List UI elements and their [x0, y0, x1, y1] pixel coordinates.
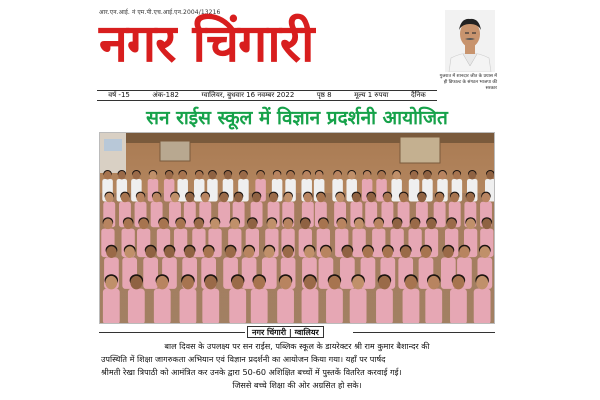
issue-date: ग्वालियर, बुधवार 16 नवम्बर 2022 [201, 91, 295, 99]
person-figure [143, 245, 158, 289]
body-line: उपस्थिति में शिक्षा जागरुकता अभियान एवं विज्ञान प्रदर्शनी का आयोजन किया गया। यहाँ पर पार्षद [101, 354, 386, 364]
person-figure [376, 274, 393, 324]
article-body [101, 340, 493, 392]
issue-number: अंक-182 [152, 91, 179, 99]
person-figure [180, 274, 197, 324]
divider-rule-left [99, 332, 245, 333]
body-line: श्रीमती रेखा त्रिपाठी को आमंत्रित कर उनके द्वारा 50-60 अशिक्षित बच्चों में पुस्तकें वितरित करवाई गई। [101, 367, 402, 377]
person-figure [302, 274, 319, 324]
person-figure [128, 274, 145, 324]
dateline-city: ग्वालियर [294, 328, 319, 337]
registration-number: आर.एन.आई. नं एम.पी.एच.आई.एन.2004/13216 [99, 9, 221, 16]
body-line: बाल दिवस के उपलक्ष्य पर सन राईस, पब्लिक स्कूल के डायरेक्टर श्री राम कुमार बैशान्दर की [164, 341, 430, 351]
article-headline: सन राईस स्कूल में विज्ञान प्रदर्शनी आयोजित [146, 107, 448, 129]
dateline-row [99, 326, 495, 338]
masthead-title: नगर चिंगारी [99, 14, 314, 74]
divider-rule-right [353, 332, 495, 333]
person-figure [277, 274, 294, 324]
person-figure [425, 274, 442, 324]
person-figure [326, 274, 343, 324]
portrait-caption: गुजरात में शानदार जीत के प्रयास में ही डिफाल्ट के संगठन भाजपा की सरकार [439, 74, 497, 91]
body-line: जिससे बच्चे शिक्षा की ओर अग्रसित हो सके। [232, 380, 362, 390]
politician-portrait [445, 10, 495, 72]
page-count: पृष्ठ 8 [316, 91, 332, 99]
person-figure [403, 274, 420, 324]
person-figure [350, 274, 367, 324]
person-figure [474, 274, 491, 324]
group-photo [99, 132, 495, 324]
person-figure [202, 274, 219, 324]
newspaper-clipping [97, 4, 497, 396]
person-figure [450, 274, 467, 324]
price: मूल्य 1 रुपया [354, 91, 389, 99]
person-figure [229, 274, 246, 324]
frequency: दैनिक [410, 91, 426, 99]
dateline-source: नगर चिंगारी [252, 328, 287, 337]
volume-label: वर्ष -15 [108, 91, 130, 99]
person-figure [103, 274, 120, 324]
dateline: नगर चिंगारी | ग्वालियर [247, 326, 324, 338]
person-figure [251, 274, 268, 324]
person-figure [154, 274, 171, 324]
issue-info-bar [97, 90, 437, 101]
